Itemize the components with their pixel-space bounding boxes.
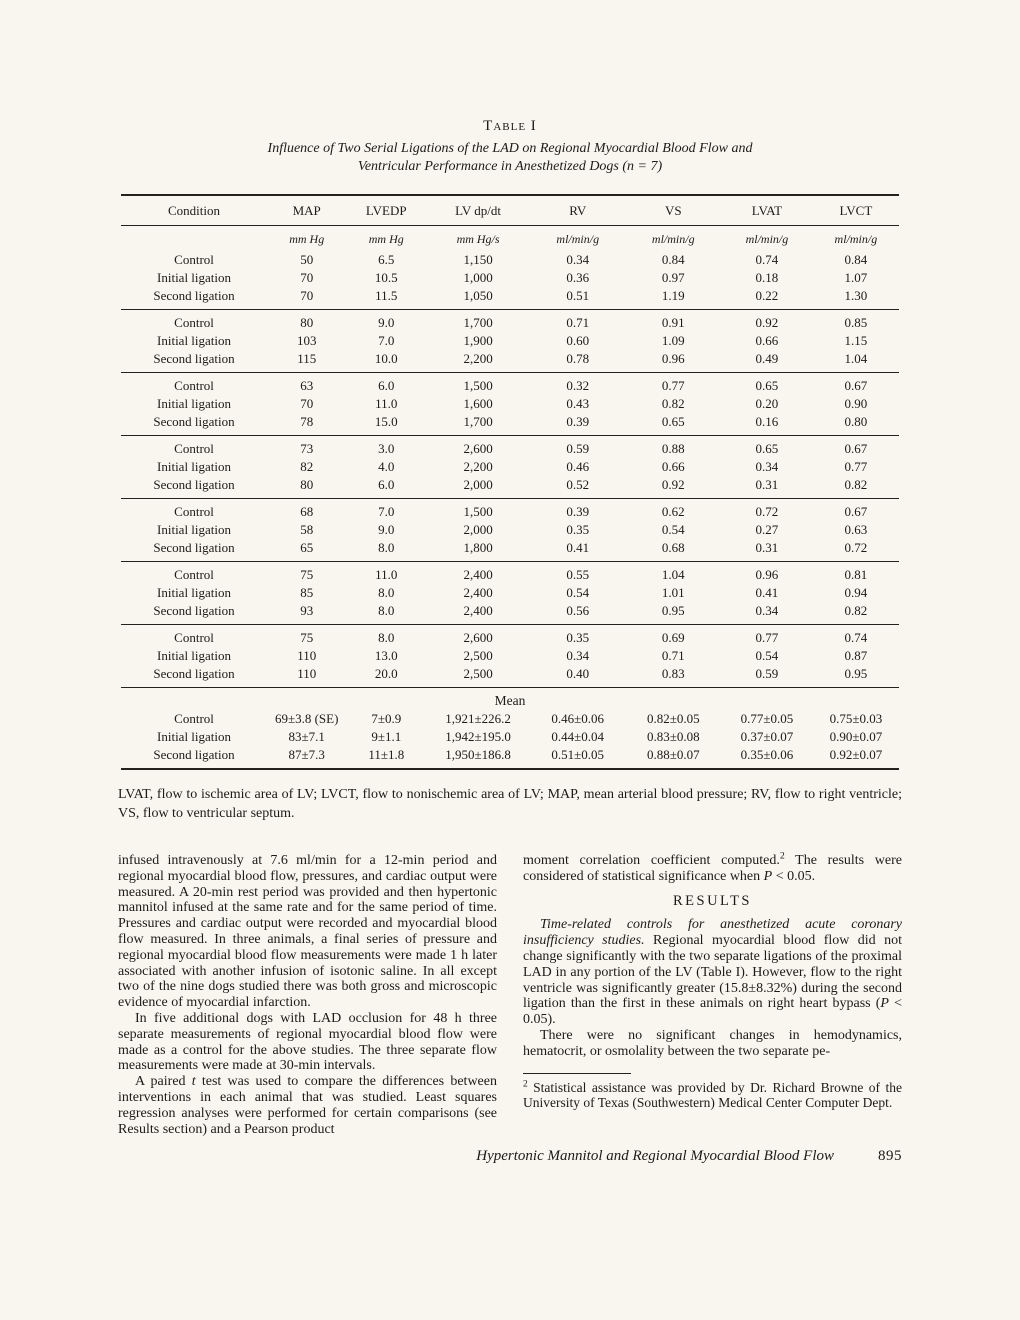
- value-cell: 0.44±0.04: [551, 729, 605, 744]
- table-caption-line1: Influence of Two Serial Ligations of the LAD on Regional Myocardial Blood Flow and: [267, 141, 753, 156]
- value-cell: 9±1.1: [371, 729, 402, 744]
- value-cell: 8.0: [378, 540, 395, 555]
- table-caption: [118, 140, 902, 176]
- value-cell: 11.0: [346, 562, 426, 585]
- table-row: [121, 395, 899, 413]
- value-cell: 8.0: [378, 585, 395, 600]
- mean-label-row: [121, 688, 899, 711]
- value-cell: 0.54: [566, 585, 590, 600]
- value-cell: 2,200: [463, 459, 493, 474]
- value-cell: 1.04: [626, 562, 722, 585]
- value-cell: 0.66: [661, 459, 685, 474]
- value-cell: 2,400: [463, 603, 493, 618]
- value-cell: 1,921±226.2: [445, 711, 511, 726]
- results-table: [121, 194, 899, 770]
- value-cell: 69±3.8 (SE): [274, 711, 339, 726]
- value-cell: 0.37±0.07: [740, 729, 794, 744]
- column-header: RV: [530, 195, 626, 226]
- value-cell: 10.0: [374, 351, 398, 366]
- table-row: [121, 287, 899, 310]
- value-cell: 83±7.1: [288, 729, 325, 744]
- table-units-row: [121, 226, 899, 252]
- body-columns: [118, 850, 902, 1137]
- unit-label: ml/min/g: [556, 232, 600, 246]
- value-cell: 0.40: [566, 666, 590, 681]
- value-cell: 15.0: [374, 414, 398, 429]
- value-cell: 0.54: [755, 648, 779, 663]
- value-cell: 8.0: [346, 625, 426, 648]
- value-cell: 1,150: [463, 252, 493, 267]
- value-cell: 0.81: [813, 562, 899, 585]
- value-cell: 0.55: [530, 562, 626, 585]
- value-cell: 1,900: [463, 333, 493, 348]
- table-row: [121, 625, 899, 648]
- value-cell: 1.01: [661, 585, 685, 600]
- table-footnote: LVAT, flow to ischemic area of LV; LVCT, flow to nonischemic area of LV; MAP, mean arterial blood pressure; RV, flow to right ventricle; VS, flow to ventricular septum.: [118, 787, 902, 821]
- value-cell: 0.54: [661, 522, 685, 537]
- right-column-top: [523, 850, 902, 885]
- running-title: Hypertonic Mannitol and Regional Myocardial Blood Flow: [476, 1148, 834, 1164]
- value-cell: 75: [267, 562, 346, 585]
- value-cell: 68: [267, 499, 346, 522]
- value-cell: 2,000: [463, 522, 493, 537]
- table-row: [121, 728, 899, 746]
- value-cell: 0.91: [626, 310, 722, 333]
- page-footer: [118, 1148, 902, 1165]
- paragraph: In five additional dogs with LAD occlusion for 48 h three separate measurements of regional myocardial blood flow were made as a control for the above studies. The three separate flow measurements were made at 30-min intervals.: [118, 1010, 497, 1074]
- value-cell: 7.0: [346, 499, 426, 522]
- value-cell: 1.07: [844, 270, 868, 285]
- value-cell: 0.90±0.07: [829, 729, 883, 744]
- condition-cell: Second ligation: [153, 288, 235, 303]
- value-cell: 0.67: [813, 373, 899, 396]
- value-cell: 0.83: [661, 666, 685, 681]
- table-row: [121, 350, 899, 373]
- value-cell: 0.16: [755, 414, 779, 429]
- left-column: [118, 853, 497, 1137]
- value-cell: 0.39: [566, 414, 590, 429]
- value-cell: 0.51±0.05: [551, 747, 605, 762]
- table-row: [121, 499, 899, 522]
- value-cell: 0.63: [844, 522, 868, 537]
- value-cell: 75: [267, 625, 346, 648]
- value-cell: 0.96: [661, 351, 685, 366]
- column-header: LV dp/dt: [426, 195, 530, 226]
- value-cell: 0.27: [755, 522, 779, 537]
- condition-cell: Control: [174, 252, 214, 267]
- value-cell: 87±7.3: [288, 747, 325, 762]
- value-cell: 0.36: [566, 270, 590, 285]
- value-cell: 6.0: [346, 373, 426, 396]
- value-cell: 11.5: [375, 288, 398, 303]
- table-row: [121, 602, 899, 625]
- value-cell: 73: [267, 436, 346, 459]
- value-cell: 0.72: [844, 540, 868, 555]
- condition-cell: Initial ligation: [157, 333, 232, 348]
- condition-cell: Second ligation: [153, 351, 235, 366]
- value-cell: 80: [267, 310, 346, 333]
- value-cell: 63: [267, 373, 346, 396]
- value-cell: 0.97: [661, 270, 685, 285]
- value-cell: 58: [300, 522, 314, 537]
- value-cell: 0.80: [844, 414, 868, 429]
- value-cell: 0.59: [530, 436, 626, 459]
- value-cell: 0.95: [661, 603, 685, 618]
- value-cell: 0.72: [721, 499, 813, 522]
- table-row: [121, 413, 899, 436]
- value-cell: 0.74: [813, 625, 899, 648]
- table-row: [121, 269, 899, 287]
- value-cell: 0.74: [755, 252, 779, 267]
- value-cell: 0.82: [661, 396, 685, 411]
- value-cell: 0.94: [844, 585, 868, 600]
- table-header-row: [121, 195, 899, 226]
- value-cell: 4.0: [378, 459, 395, 474]
- condition-cell: Control: [121, 625, 267, 648]
- value-cell: 0.65: [721, 436, 813, 459]
- value-cell: 0.65: [661, 414, 685, 429]
- value-cell: 2,200: [463, 351, 493, 366]
- value-cell: 1.09: [661, 333, 685, 348]
- value-cell: 8.0: [378, 603, 395, 618]
- value-cell: 0.56: [566, 603, 590, 618]
- condition-cell: Initial ligation: [157, 270, 232, 285]
- value-cell: 78: [300, 414, 314, 429]
- value-cell: 0.49: [755, 351, 779, 366]
- condition-cell: Initial ligation: [157, 648, 232, 663]
- value-cell: 0.68: [661, 540, 685, 555]
- value-cell: 2,600: [426, 625, 530, 648]
- value-cell: 0.77: [721, 625, 813, 648]
- value-cell: 0.35±0.06: [740, 747, 794, 762]
- paragraph: moment correlation coefficient computed.$^2$ The results were considered of statistical significance when P < 0.05.: [523, 850, 902, 884]
- value-cell: 93: [300, 603, 314, 618]
- value-cell: 0.84: [844, 252, 868, 267]
- value-cell: 0.41: [755, 585, 779, 600]
- paragraph: Time-related controls for anesthetized acute coronary insufficiency studies. Regional myocardial blood flow did not change significantly with the two separate ligations of the proximal LAD in any portion of the LV (Table I). However, flow to the right ventricle was significantly greater (15.8±8.32%) during the second ligation than the first in these animals on right heart bypass (P < 0.05).: [523, 917, 902, 1028]
- condition-cell: Control: [121, 436, 267, 459]
- value-cell: 0.34: [755, 459, 779, 474]
- paragraph: A paired t test was used to compare the differences between interventions in each animal that was studied. Least squares regression analyses were performed for certain comparisons (see Results section) and a Pearson product: [118, 1074, 497, 1137]
- unit-label: [121, 226, 267, 252]
- value-cell: 70: [300, 396, 314, 411]
- condition-cell: Initial ligation: [157, 396, 232, 411]
- table-caption-line2: Ventricular Performance in Anesthetized Dogs (n = 7): [357, 159, 663, 174]
- value-cell: 0.46: [566, 459, 590, 474]
- value-cell: 0.90: [844, 396, 868, 411]
- value-cell: 1,050: [463, 288, 493, 303]
- value-cell: 1,500: [426, 373, 530, 396]
- paragraph: There were no significant changes in hemodynamics, hematocrit, or osmolality between the two separate pe-: [523, 1027, 902, 1059]
- value-cell: 0.59: [755, 666, 779, 681]
- value-cell: 0.71: [530, 310, 626, 333]
- value-cell: 0.88: [626, 436, 722, 459]
- value-cell: 9.0: [346, 310, 426, 333]
- value-cell: 0.82: [844, 477, 868, 492]
- right-column-results: [523, 917, 902, 1059]
- unit-label: mm Hg: [368, 232, 404, 246]
- value-cell: 0.82: [844, 603, 868, 618]
- value-cell: 0.95: [844, 666, 868, 681]
- value-cell: 0.34: [755, 603, 779, 618]
- table-row: [121, 562, 899, 585]
- results-heading: RESULTS: [672, 892, 752, 909]
- value-cell: 1.30: [844, 288, 868, 303]
- value-cell: 1,950±186.8: [445, 747, 511, 762]
- value-cell: 0.96: [721, 562, 813, 585]
- value-cell: 1,700: [463, 414, 493, 429]
- value-cell: 82: [300, 459, 314, 474]
- condition-cell: Control: [121, 562, 267, 585]
- condition-cell: Initial ligation: [157, 522, 232, 537]
- value-cell: 2,500: [463, 648, 493, 663]
- table-title: Table I: [483, 118, 537, 134]
- table-row: [121, 251, 899, 269]
- table-row: [121, 436, 899, 459]
- value-cell: 0.35: [530, 625, 626, 648]
- table-row: [121, 647, 899, 665]
- value-cell: 103: [296, 333, 317, 348]
- page-number: 895: [878, 1148, 902, 1164]
- value-cell: 1,500: [426, 499, 530, 522]
- unit-label: ml/min/g: [651, 232, 695, 246]
- value-cell: 13.0: [374, 648, 398, 663]
- value-cell: 0.34: [566, 252, 590, 267]
- table-row: [121, 458, 899, 476]
- table-row: [121, 373, 899, 396]
- condition-cell: Second ligation: [153, 414, 235, 429]
- value-cell: 20.0: [374, 666, 398, 681]
- value-cell: 70: [300, 288, 314, 303]
- table-body: [121, 251, 899, 769]
- table-row: [121, 584, 899, 602]
- value-cell: 110: [297, 666, 317, 681]
- column-header: VS: [626, 195, 722, 226]
- unit-label: ml/min/g: [745, 232, 789, 246]
- table-row: [121, 710, 899, 728]
- value-cell: 0.35: [566, 522, 590, 537]
- value-cell: 0.52: [566, 477, 590, 492]
- value-cell: 0.65: [721, 373, 813, 396]
- unit-label: ml/min/g: [834, 232, 878, 246]
- value-cell: 2,400: [426, 562, 530, 585]
- value-cell: 3.0: [346, 436, 426, 459]
- value-cell: 0.87: [844, 648, 868, 663]
- value-cell: 1.19: [661, 288, 685, 303]
- value-cell: 0.60: [566, 333, 590, 348]
- value-cell: 0.43: [566, 396, 590, 411]
- value-cell: 80: [300, 477, 314, 492]
- value-cell: 1,700: [426, 310, 530, 333]
- value-cell: 2,500: [463, 666, 493, 681]
- column-header: MAP: [267, 195, 346, 226]
- value-cell: 0.32: [530, 373, 626, 396]
- table-1-block: [118, 118, 902, 823]
- value-cell: 0.82±0.05: [646, 711, 700, 726]
- value-cell: 65: [300, 540, 314, 555]
- paragraph: infused intravenously at 7.6 ml/min for a 12-min period and regional myocardial blood flow, pressures, and cardiac output were measured. A 20-min rest period was provided and then hypertonic mannitol infused at the same rate and for the same period of time. Pressures and cardiac output were recorded and myocardial blood flow measured. In three animals, a final series of pressure and regional myocardial blood flow measurements were made 1 h later associated with another infusion of isotonic saline. In all except two of the nine dogs studied there was both gross and microscopic evidence of myocardial infarction.: [118, 853, 497, 1011]
- value-cell: 0.18: [755, 270, 779, 285]
- value-cell: 0.88±0.07: [646, 747, 700, 762]
- value-cell: 0.77: [844, 459, 868, 474]
- value-cell: 0.34: [566, 648, 590, 663]
- value-cell: 0.20: [755, 396, 779, 411]
- condition-cell: Control: [121, 373, 267, 396]
- value-cell: 0.92: [661, 477, 685, 492]
- condition-cell: Second ligation: [153, 666, 235, 681]
- value-cell: 0.75±0.03: [829, 711, 883, 726]
- value-cell: 0.39: [530, 499, 626, 522]
- table-row: [121, 746, 899, 769]
- value-cell: 0.51: [566, 288, 590, 303]
- value-cell: 11.0: [375, 396, 398, 411]
- value-cell: 0.31: [755, 477, 779, 492]
- table-row: [121, 332, 899, 350]
- value-cell: 7±0.9: [371, 711, 402, 726]
- column-header: LVAT: [721, 195, 813, 226]
- table-row: [121, 521, 899, 539]
- value-cell: 1,800: [463, 540, 493, 555]
- value-cell: 0.77±0.05: [740, 711, 794, 726]
- value-cell: 0.78: [566, 351, 590, 366]
- value-cell: 7.0: [378, 333, 395, 348]
- value-cell: 0.67: [813, 499, 899, 522]
- value-cell: 9.0: [378, 522, 395, 537]
- condition-cell: Second ligation: [153, 540, 235, 555]
- value-cell: 2,000: [463, 477, 493, 492]
- value-cell: 1,942±195.0: [445, 729, 511, 744]
- condition-cell: Second ligation: [153, 603, 235, 618]
- value-cell: 1,600: [463, 396, 493, 411]
- value-cell: 2,400: [463, 585, 493, 600]
- mean-label: Mean: [121, 688, 899, 711]
- paragraph: $^2$ Statistical assistance was provided by Dr. Richard Browne of the University of Texas (Southwestern) Medical Center Computer Dept.: [523, 1079, 902, 1111]
- footnote-rule: [523, 1073, 631, 1074]
- value-cell: 0.85: [813, 310, 899, 333]
- value-cell: 2,600: [426, 436, 530, 459]
- value-cell: 1.04: [844, 351, 868, 366]
- value-cell: 0.84: [661, 252, 685, 267]
- condition-cell: Control: [121, 499, 267, 522]
- value-cell: 0.77: [626, 373, 722, 396]
- value-cell: 110: [297, 648, 317, 663]
- value-cell: 6.0: [378, 477, 395, 492]
- value-cell: 0.71: [661, 648, 685, 663]
- value-cell: 70: [300, 270, 314, 285]
- value-cell: 0.22: [755, 288, 779, 303]
- unit-label: mm Hg: [289, 232, 325, 246]
- table-row: [121, 310, 899, 333]
- value-cell: 115: [297, 351, 317, 366]
- value-cell: 10.5: [374, 270, 398, 285]
- value-cell: 0.83±0.08: [646, 729, 700, 744]
- table-row: [121, 476, 899, 499]
- condition-cell: Second ligation: [153, 747, 235, 762]
- column-header: Condition: [121, 195, 267, 226]
- value-cell: 0.41: [566, 540, 590, 555]
- value-cell: 6.5: [378, 252, 395, 267]
- table-row: [121, 665, 899, 688]
- column-header: LVCT: [813, 195, 899, 226]
- right-footnote: [523, 1080, 902, 1111]
- right-column: [523, 850, 902, 1137]
- value-cell: 1.15: [844, 333, 868, 348]
- condition-cell: Control: [174, 711, 214, 726]
- condition-cell: Control: [121, 310, 267, 333]
- condition-cell: Initial ligation: [157, 585, 232, 600]
- value-cell: 1,000: [463, 270, 493, 285]
- column-header: LVEDP: [346, 195, 426, 226]
- value-cell: 0.62: [626, 499, 722, 522]
- value-cell: 0.31: [755, 540, 779, 555]
- value-cell: 0.69: [626, 625, 722, 648]
- condition-cell: Initial ligation: [157, 459, 232, 474]
- value-cell: 50: [300, 252, 314, 267]
- value-cell: 0.67: [813, 436, 899, 459]
- table-row: [121, 539, 899, 562]
- condition-cell: Initial ligation: [157, 729, 232, 744]
- value-cell: 0.46±0.06: [551, 711, 605, 726]
- unit-label: mm Hg/s: [456, 232, 500, 246]
- value-cell: 0.92±0.07: [829, 747, 883, 762]
- value-cell: 0.92: [721, 310, 813, 333]
- value-cell: 85: [300, 585, 314, 600]
- value-cell: 11±1.8: [368, 747, 405, 762]
- value-cell: 0.66: [755, 333, 779, 348]
- condition-cell: Second ligation: [153, 477, 235, 492]
